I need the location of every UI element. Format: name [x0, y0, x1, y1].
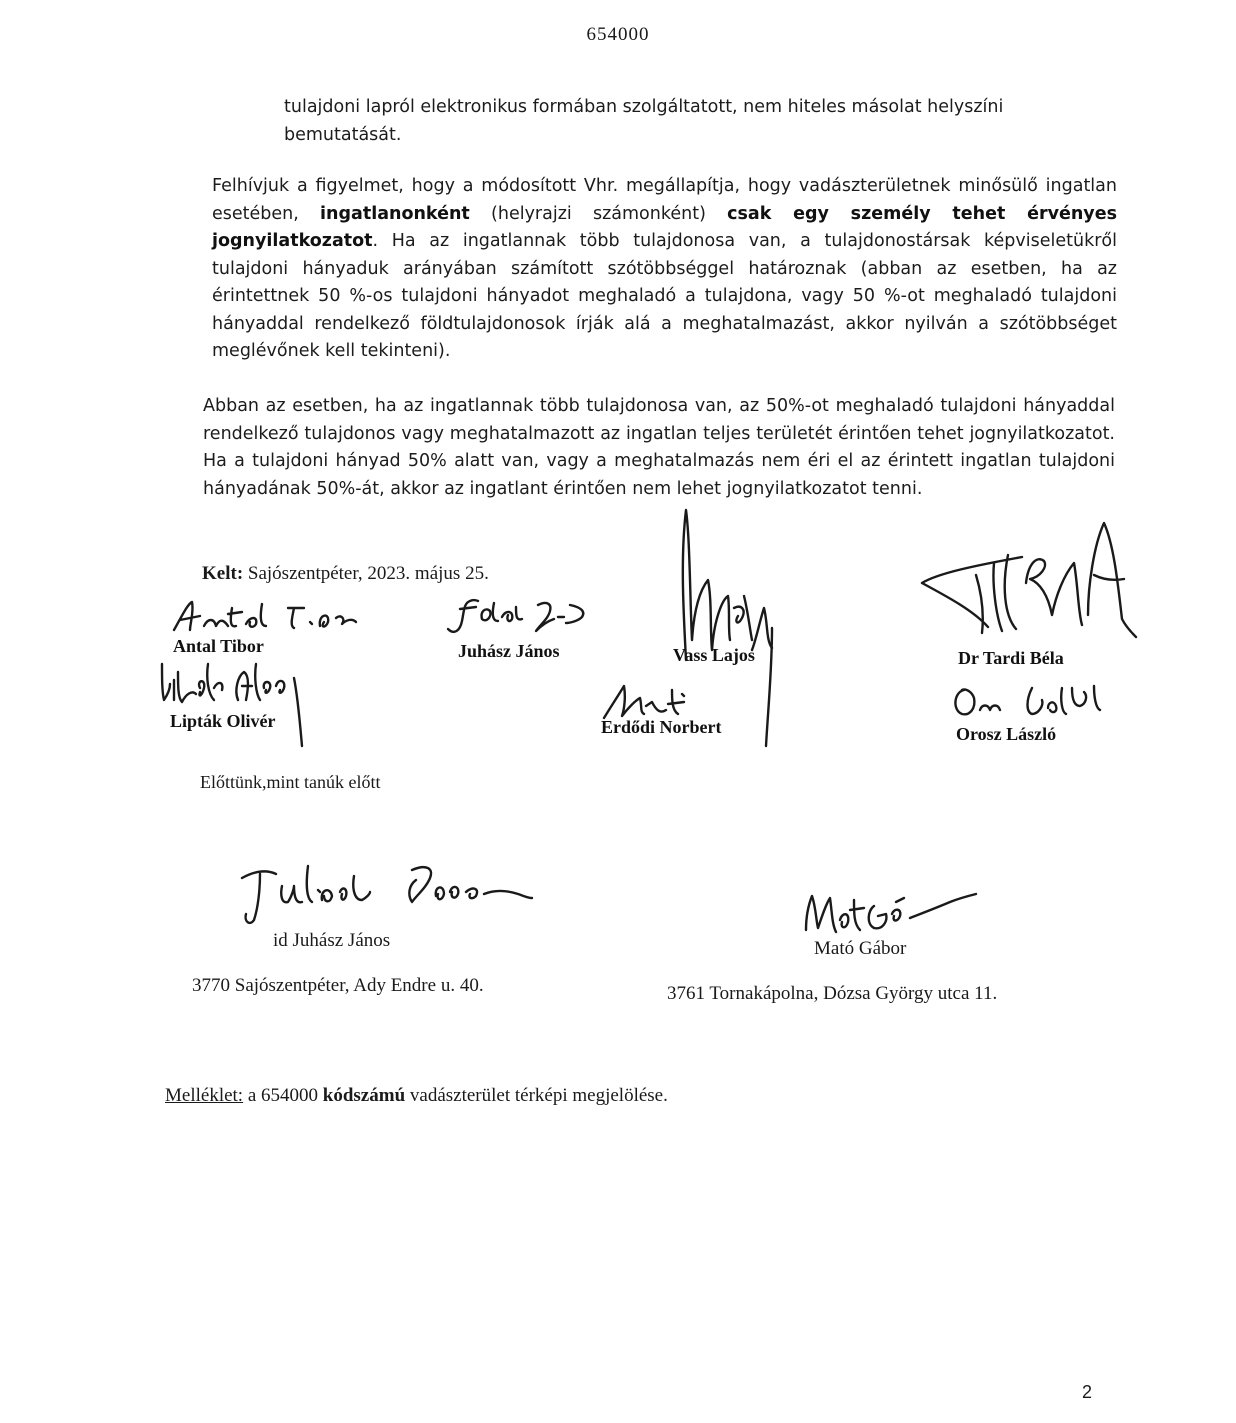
annex-text-post: vadászterület térképi megjelölése.	[405, 1085, 668, 1106]
signatory-erdodi-norbert: Erdődi Norbert	[601, 717, 722, 737]
date-label: Kelt:	[202, 563, 244, 584]
signature-orosz	[950, 680, 1110, 724]
witness-2-address: 3761 Tornakápolna, Dózsa György utca 11.	[667, 983, 998, 1004]
witnesses-intro: Előttünk,mint tanúk előtt	[200, 772, 381, 792]
notice-intro: Felhívjuk a figyelmet, hogy a módosított Vhr. megállapítja, hogy vadászterületnek minősülő ingatlan esetében,	[212, 176, 1117, 224]
date-line	[202, 563, 489, 585]
signature-witness-juhasz	[236, 856, 536, 928]
witness-1-address: 3770 Sajószentpéter, Ady Endre u. 40.	[192, 975, 484, 996]
witness-1-name: id Juhász János	[273, 930, 391, 951]
signature-erdodi	[598, 680, 708, 722]
signature-tardi	[918, 515, 1138, 643]
signature-antal	[170, 598, 360, 638]
signatory-juhasz-janos: Juhász János	[458, 641, 560, 661]
paragraph-notice	[212, 173, 1117, 366]
signature-juhasz	[442, 595, 602, 643]
annex-line	[165, 1085, 668, 1107]
notice-bold-one-person: csak egy személy tehet érvényes jognyilatkozatot	[212, 203, 1118, 251]
document-code: 654000	[586, 24, 650, 45]
notice-mid: (helyrajzi számonként)	[469, 203, 728, 224]
signature-witness-mato	[800, 890, 980, 944]
notice-rest: . Ha az ingatlannak több tulajdonosa van, a tulajdonostársak képviseletükről tulajdoni hányaduk arányában számított szótöbbséggel határoznak (abban az esetben, ha az érintettnek 50 %-os tulajdoni hányadot meghaladó a tulajdona, vagy 50 %-ot meghaladó tulajdoni hányaddal rendelkező földtulajdonosok írják alá a meghatalmazást, akkor nyilván a szótöbbséget meglévőnek kell tekinteni).	[212, 231, 1117, 361]
signatory-antal-tibor: Antal Tibor	[173, 636, 264, 656]
date-value: Sajószentpéter, 2023. május 25.	[243, 563, 489, 584]
paragraph-continuation: tulajdoni lapról elektronikus formában szolgáltatott, nem hiteles másolat helyszíni bemutatását.	[284, 97, 1004, 145]
notice-bold-per-property: ingatlanonként	[320, 203, 470, 224]
signatory-vass-lajos: Vass Lajos	[673, 645, 755, 665]
signatory-dr-tardi-bela: Dr Tardi Béla	[958, 648, 1064, 668]
annex-bold: kódszámú	[322, 1085, 406, 1106]
signatory-liptak-oliver: Lipták Olivér	[170, 711, 276, 731]
paragraph-majority: Abban az esetben, ha az ingatlannak több tulajdonosa van, az 50%-ot meghaladó tulajdoni hányaddal rendelkező tulajdonos vagy meghatalmazott az ingatlan teljes területét érintően tehet jognyilatkozatot. Ha a tulajdoni hányad 50% alatt van, vagy a meghatalmazás nem éri el az érintett ingatlan tulajdoni hányadának 50%-át, akkor az ingatlant érintően nem lehet jognyilatkozatot tenni.	[203, 396, 1115, 499]
annex-text-pre: a 654000	[243, 1085, 323, 1106]
witness-2-name: Mató Gábor	[814, 938, 907, 959]
annex-label: Melléklet:	[165, 1085, 244, 1106]
page-number: 2	[1081, 1382, 1092, 1402]
signatory-orosz-laszlo: Orosz László	[956, 724, 1057, 744]
signature-liptak	[156, 658, 306, 750]
